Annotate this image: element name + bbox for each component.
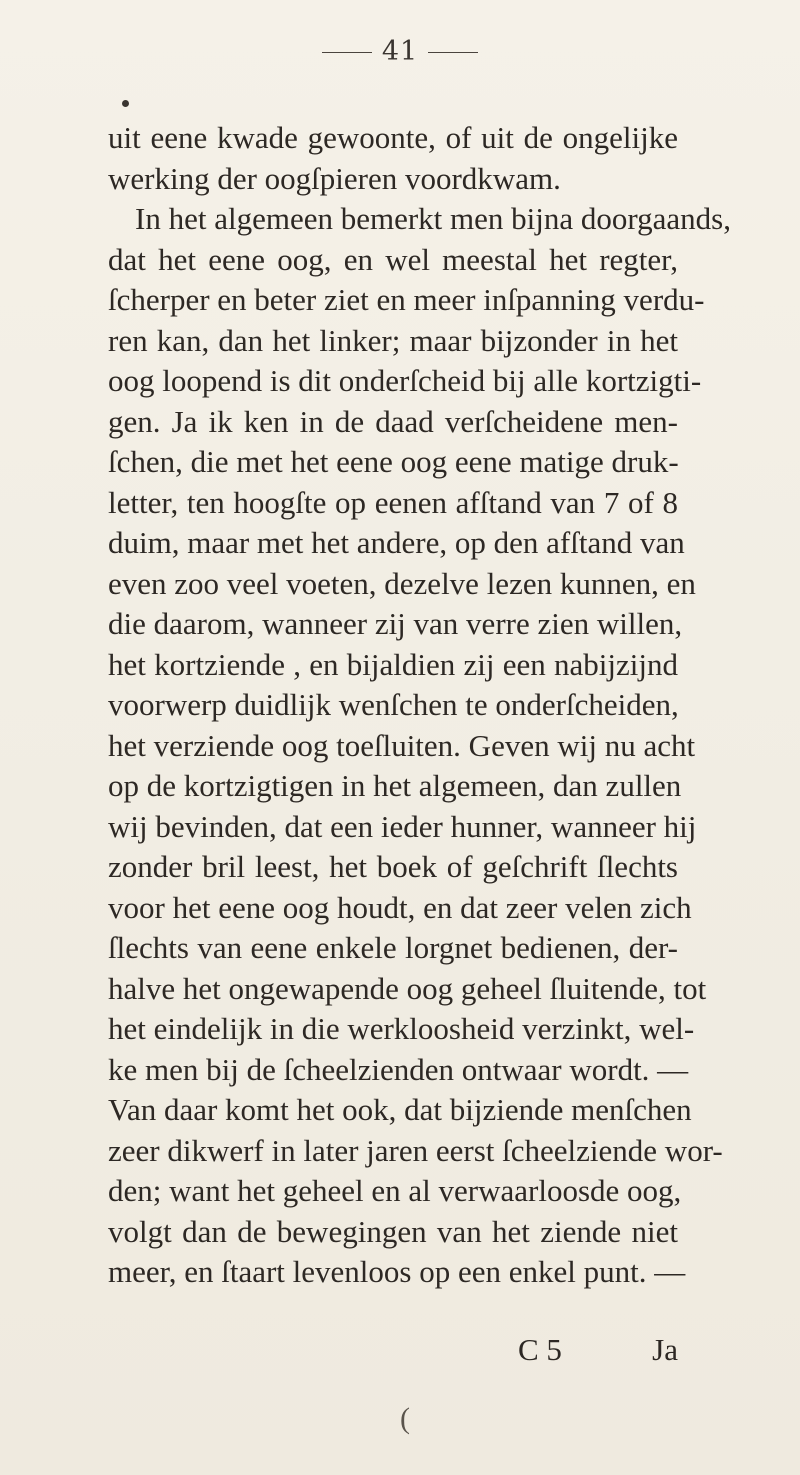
text-line: op de kortzigtigen in het algemeen, dan zullen: [108, 768, 682, 803]
text-line: den; want het geheel en al verwaarloosde oog,: [108, 1173, 682, 1208]
text-line: die daarom, wanneer zij van verre zien willen,: [108, 606, 683, 641]
text-line: het kortziende , en bijaldien zij een nabijzijnd: [108, 646, 678, 682]
body-text: [108, 118, 731, 1293]
header-rule-left: [322, 52, 372, 53]
catchword: Ja: [652, 1332, 678, 1367]
signature-row: [108, 1332, 678, 1372]
text-line: volgt dan de bewegingen van het ziende niet: [108, 1213, 678, 1249]
text-line: Van daar komt het ook, dat bijziende menſchen: [108, 1092, 692, 1127]
text-line: even zoo veel voeten, dezelve lezen kunnen, en: [108, 565, 696, 601]
text-line: zeer dikwerf in later jaren eerst ſcheelziende wor-: [108, 1132, 723, 1168]
text-line: gen. Ja ik ken in de daad verſcheidene men-: [108, 403, 678, 439]
text-line: uit eene kwade gewoonte, of uit de ongelijke: [108, 120, 678, 155]
text-line: ren kan, dan het linker; maar bijzonder in het: [108, 322, 678, 358]
text-line: ſcherper en beter ziet en meer inſpanning verdu-: [108, 282, 705, 317]
text-line: wij bevinden, dat een ieder hunner, wanneer hij: [108, 808, 697, 844]
signature-mark: C 5: [518, 1332, 562, 1367]
text-line: ke men bij de ſcheelzienden ontwaar wordt. —: [108, 1051, 689, 1087]
text-line: duim, maar met het andere, op den afſtand van: [108, 525, 685, 560]
text-line: halve het ongewapende oog geheel ſluitende, tot: [108, 970, 707, 1006]
text-line: meer, en ſtaart levenloos op een enkel punt. —: [108, 1254, 686, 1289]
text-line: werking der oogſpieren voordkwam.: [108, 160, 561, 196]
text-line: het verziende oog toeſluiten. Geven wij nu acht: [108, 727, 696, 763]
text-line: zonder bril leest, het boek of geſchrift ſlechts: [108, 849, 678, 884]
text-line: In het algemeen bemerkt men bijna doorgaands,: [135, 201, 731, 236]
footer-mark: (: [400, 1402, 410, 1435]
ink-dot: [122, 100, 129, 107]
text-line: dat het eene oog, en wel meestal het regter,: [108, 241, 678, 277]
header-rule-right: [428, 52, 478, 53]
text-line: ſchen, die met het eene oog eene matige druk-: [108, 444, 679, 479]
text-line: voor het eene oog houdt, en dat zeer velen zich: [108, 889, 692, 925]
text-line: oog loopend is dit onderſcheid bij alle kortzigti-: [108, 363, 702, 398]
page-header: [0, 36, 800, 67]
text-line: ſlechts van eene enkele lorgnet bedienen, der-: [108, 930, 678, 965]
text-line: het eindelijk in die werkloosheid verzinkt, wel-: [108, 1011, 695, 1046]
page-number: 41: [381, 36, 419, 67]
text-line: voorwerp duidlijk wenſchen te onderſcheiden,: [108, 687, 679, 722]
text-line: letter, ten hoogſte op eenen afſtand van 7 of 8: [108, 484, 678, 520]
